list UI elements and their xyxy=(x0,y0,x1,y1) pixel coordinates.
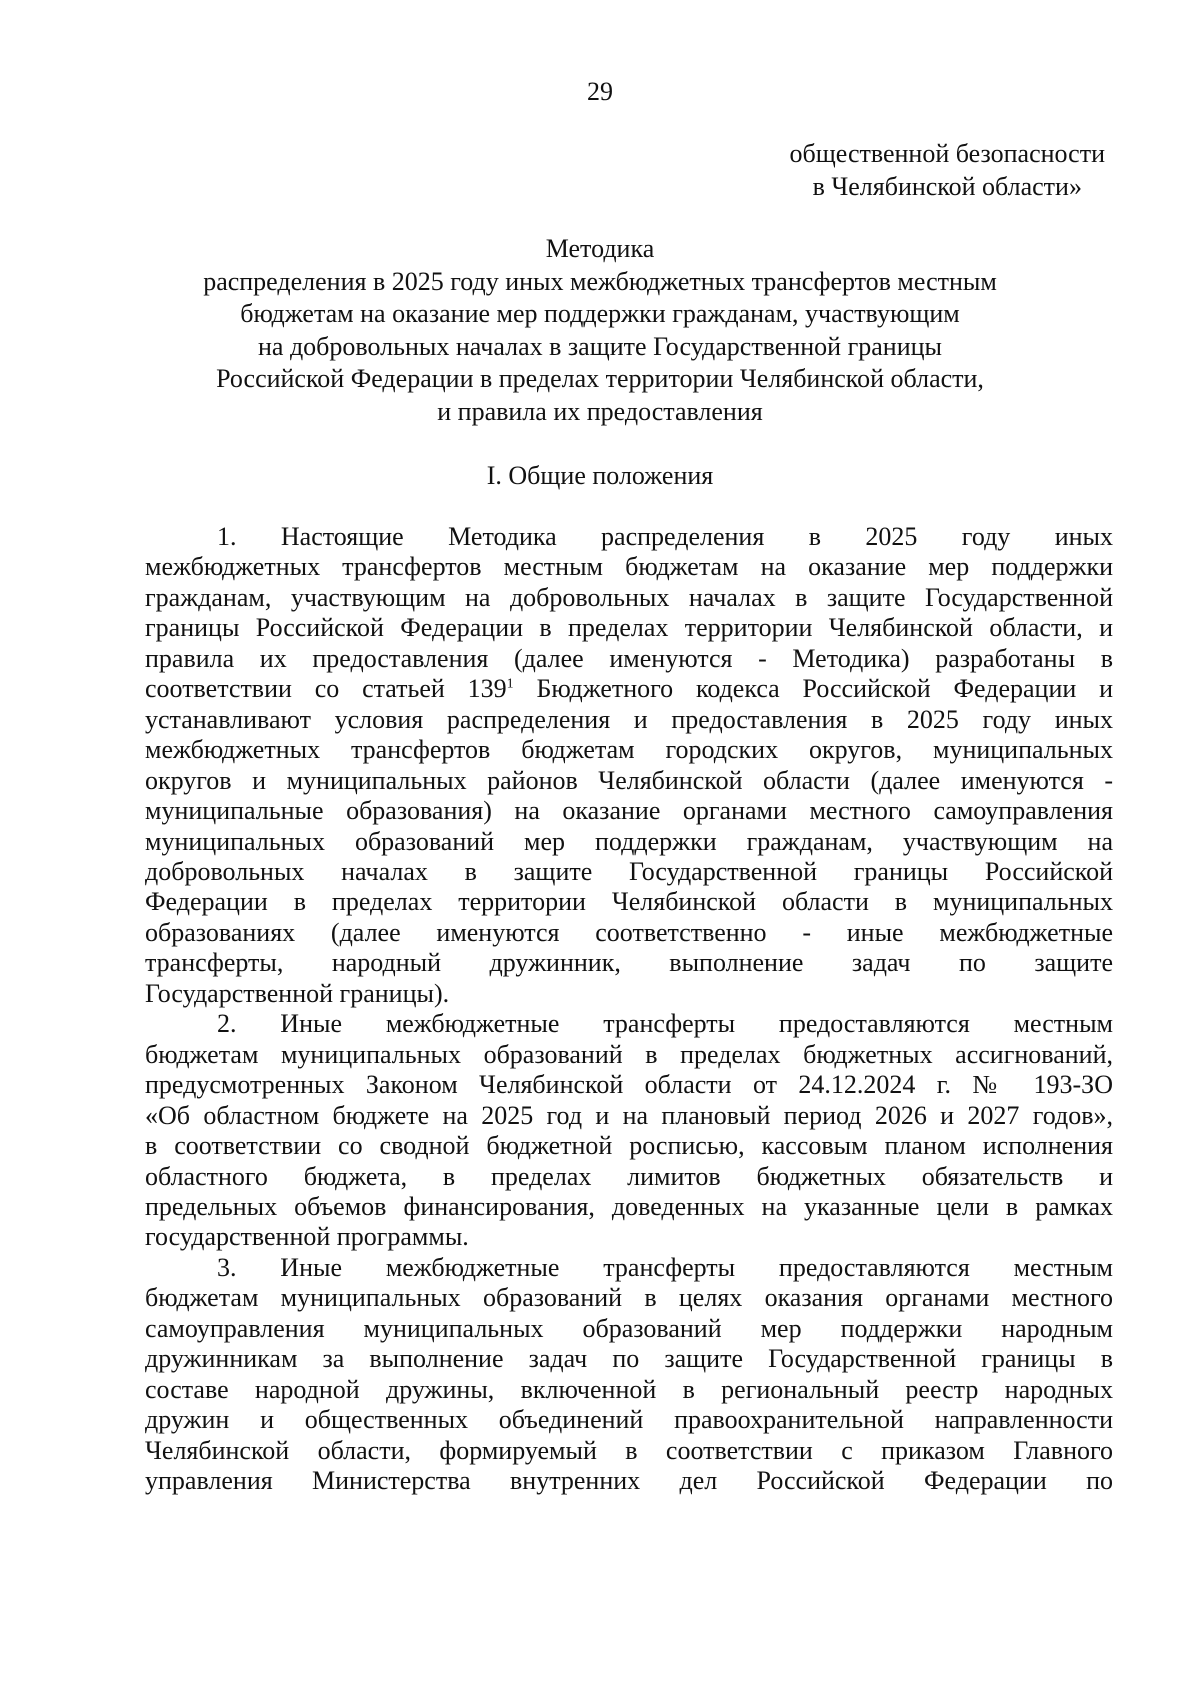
line-text: соответствии со статьей 139 xyxy=(145,674,507,704)
reference-line: в Челябинской области» xyxy=(812,172,1082,201)
line-text: Бюджетного кодекса Российской Федерации и xyxy=(513,674,1113,704)
document-title xyxy=(130,233,1070,428)
paragraph-2-line: предусмотренных Законом Челябинской области от 24.12.2024 г. № 193-ЗО xyxy=(145,1070,1113,1100)
paragraph-1-line: границы Российской Федерации в пределах территории Челябинской области, и xyxy=(145,613,1113,643)
paragraph-3-line: дружинникам за выполнение задач по защите Государственной границы в xyxy=(145,1344,1113,1374)
paragraph-1-line: образованиях (далее именуются соответственно - иные межбюджетные xyxy=(145,917,1113,947)
paragraph-1-line: трансферты, народный дружинник, выполнение задач по защите xyxy=(145,948,1113,978)
paragraph-3-line: бюджетам муниципальных образований в целях оказания органами местного xyxy=(145,1283,1113,1313)
paragraph-2-line: предельных объемов финансирования, доведенных на указанные цели в рамках xyxy=(145,1191,1113,1221)
paragraph-2-line: в соответствии со сводной бюджетной росписью, кассовым планом исполнения xyxy=(145,1131,1113,1161)
title-line: на добровольных началах в защите Государственной границы xyxy=(257,331,943,361)
paragraph-1-line: гражданам, участвующим на добровольных началах в защите Государственной xyxy=(145,582,1113,612)
paragraph-2-line: «Об областном бюджете на 2025 год и на плановый период 2026 и 2027 годов», xyxy=(145,1100,1113,1130)
paragraph-1-line: межбюджетных трансфертов бюджетам городских округов, муниципальных xyxy=(145,735,1113,765)
paragraph-3-line: управления Министерства внутренних дел Российской Федерации по xyxy=(145,1466,1113,1496)
paragraph-1-line: муниципальных образований мер поддержки гражданам, участвующим на xyxy=(145,826,1113,856)
paragraph-1-line: Государственной границы). xyxy=(145,978,450,1008)
title-heading: Методика xyxy=(545,234,655,263)
reference-block xyxy=(790,137,1105,203)
paragraph-3-line: 3. Иные межбюджетные трансферты предоставляются местным xyxy=(217,1252,1113,1282)
paragraph-1-line: межбюджетных трансфертов местным бюджетам на оказание мер поддержки xyxy=(145,552,1113,582)
paragraph-2-line: государственной программы. xyxy=(145,1222,469,1252)
paragraph-1-line: добровольных началах в защите Государственной границы Российской xyxy=(145,856,1113,886)
paragraph-1-line-with-footnote xyxy=(145,674,1113,704)
reference-line: общественной безопасности xyxy=(789,139,1105,168)
title-line: Российской Федерации в пределах территории Челябинской области, xyxy=(216,364,984,393)
paragraph-1-line: устанавливают условия распределения и предоставления в 2025 году иных xyxy=(145,704,1113,734)
paragraph-1-line: муниципальные образования) на оказание органами местного самоуправления xyxy=(145,796,1113,826)
article-superscript: 1 xyxy=(506,676,514,692)
paragraph-2-line: областного бюджета, в пределах лимитов бюджетных обязательств и xyxy=(145,1161,1113,1191)
paragraph-1-line: округов и муниципальных районов Челябинской области (далее именуются - xyxy=(145,765,1113,795)
paragraph-1-line: правила их предоставления (далее именуются - Методика) разработаны в xyxy=(145,643,1113,673)
paragraph-3-line: Челябинской области, формируемый в соответствии с приказом Главного xyxy=(145,1435,1113,1465)
paragraph-1-line: Федерации в пределах территории Челябинской области в муниципальных xyxy=(145,887,1113,917)
paragraph-1-line: 1. Настоящие Методика распределения в 2025 году иных xyxy=(217,522,1113,551)
title-line: распределения в 2025 году иных межбюджетных трансфертов местным xyxy=(203,266,997,296)
page-number: 29 xyxy=(587,77,613,106)
paragraph-3-line: дружин и общественных объединений правоохранительной направленности xyxy=(145,1405,1113,1435)
paragraph-3-line: составе народной дружины, включенной в региональный реестр народных xyxy=(145,1374,1113,1404)
paragraph-3-line: самоуправления муниципальных образований мер поддержки народным xyxy=(145,1313,1113,1343)
body-text xyxy=(145,522,1113,1497)
paragraph-2-line: бюджетам муниципальных образований в пределах бюджетных ассигнований, xyxy=(145,1039,1113,1069)
paragraph-2-line: 2. Иные межбюджетные трансферты предоставляются местным xyxy=(217,1009,1113,1039)
title-line: и правила их предоставления xyxy=(437,396,763,426)
section-heading: I. Общие положения xyxy=(486,461,714,490)
title-line: бюджетам на оказание мер поддержки гражданам, участвующим xyxy=(240,299,960,328)
